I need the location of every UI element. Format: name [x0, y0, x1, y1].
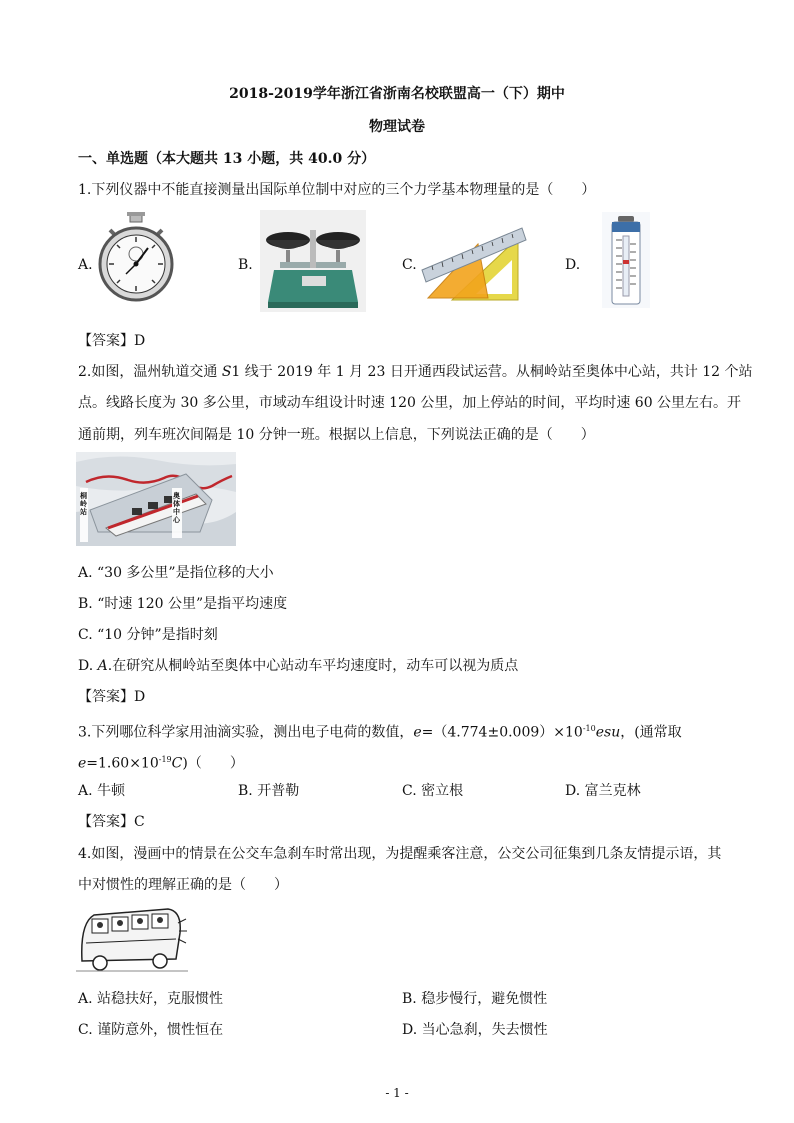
q4-stem-line2: 中对惯性的理解正确的是（ ） — [78, 877, 288, 893]
q2-option-c: C. “10 分钟”是指时刻 — [78, 627, 218, 643]
q4-option-b: B. 稳步慢行，避免惯性 — [402, 991, 548, 1007]
exam-title: 2018-2019学年浙江省浙南名校联盟高一（下）期中 — [229, 86, 565, 102]
q1-answer: 【答案】D — [78, 333, 146, 349]
q3-answer: 【答案】C — [78, 814, 145, 830]
q2-option-a: A. “30 多公里”是指位移的大小 — [78, 565, 274, 581]
q3-stem-line1: 3.下列哪位科学家用油滴实验，测出电子电荷的数值，$e=(4.774\pm 0.009)\times 10^{-10}esu$，(通常取 — [78, 724, 682, 741]
q3-option-d: D. 富兰克林 — [565, 783, 641, 799]
q2-stem-line1: 2.如图，温州轨道交通 S1 线于 2019 年 1 月 23 日开通西段试运营。从桐岭站至奥体中心站，共计 12 个站 — [78, 364, 753, 380]
q3-stem-line2: $e=1.60\times 10^{-19}C$)（ ） — [78, 755, 244, 772]
q4-option-d: D. 当心急刹，失去惯性 — [402, 1022, 548, 1038]
q1-option-d-label: D. — [565, 257, 581, 273]
q1-option-a-label: A. — [78, 257, 93, 273]
q1-option-b-label: B. — [238, 257, 253, 273]
q2-stem-line2: 点。线路长度为 30 多公里，市域动车组设计时速 120 公里，加上停站的时间，平均时速 60 公里左右。开 — [78, 395, 742, 411]
map-label-start: 桐岭站 — [80, 491, 87, 516]
q2-option-d: D. A.在研究从桐岭站至奥体中心站动车平均速度时，动车可以视为质点 — [78, 658, 519, 674]
q4-option-c: C. 谨防意外，惯性恒在 — [78, 1022, 224, 1038]
q4-stem-line1: 4.如图，漫画中的情景在公交车急刹车时常出现，为提醒乘客注意，公交公司征集到几条友情提示语，其 — [78, 846, 722, 862]
page-number: - 1 - — [385, 1086, 409, 1100]
bus-cartoon-image — [76, 903, 188, 975]
stopwatch-image — [96, 212, 176, 304]
q1-stem: 1.下列仪器中不能直接测量出国际单位制中对应的三个力学基本物理量的是（ ） — [78, 182, 596, 198]
q3-option-a: A. 牛顿 — [78, 783, 126, 799]
section-heading: 一、单选题（本大题共 13 小题，共 40.0 分） — [78, 151, 376, 167]
rail-map-image — [76, 452, 236, 546]
ruler-triangle-image — [418, 218, 528, 302]
map-label-end: 奥体中心 — [173, 491, 180, 524]
q2-stem-line3: 通前期，列车班次间隔是 10 分钟一班。根据以上信息，下列说法正确的是（ ） — [78, 427, 595, 443]
q2-answer: 【答案】D — [78, 689, 146, 705]
q2-option-b: B. “时速 120 公里”是指平均速度 — [78, 596, 288, 612]
spring-scale-image — [602, 212, 650, 308]
q4-option-a: A. 站稳扶好，克服惯性 — [78, 991, 224, 1007]
q3-option-b: B. 开普勒 — [238, 783, 300, 799]
q3-option-c: C. 密立根 — [402, 783, 464, 799]
exam-subtitle: 物理试卷 — [369, 119, 425, 135]
q1-option-c-label: C. — [402, 257, 417, 273]
balance-scale-image — [260, 210, 366, 312]
